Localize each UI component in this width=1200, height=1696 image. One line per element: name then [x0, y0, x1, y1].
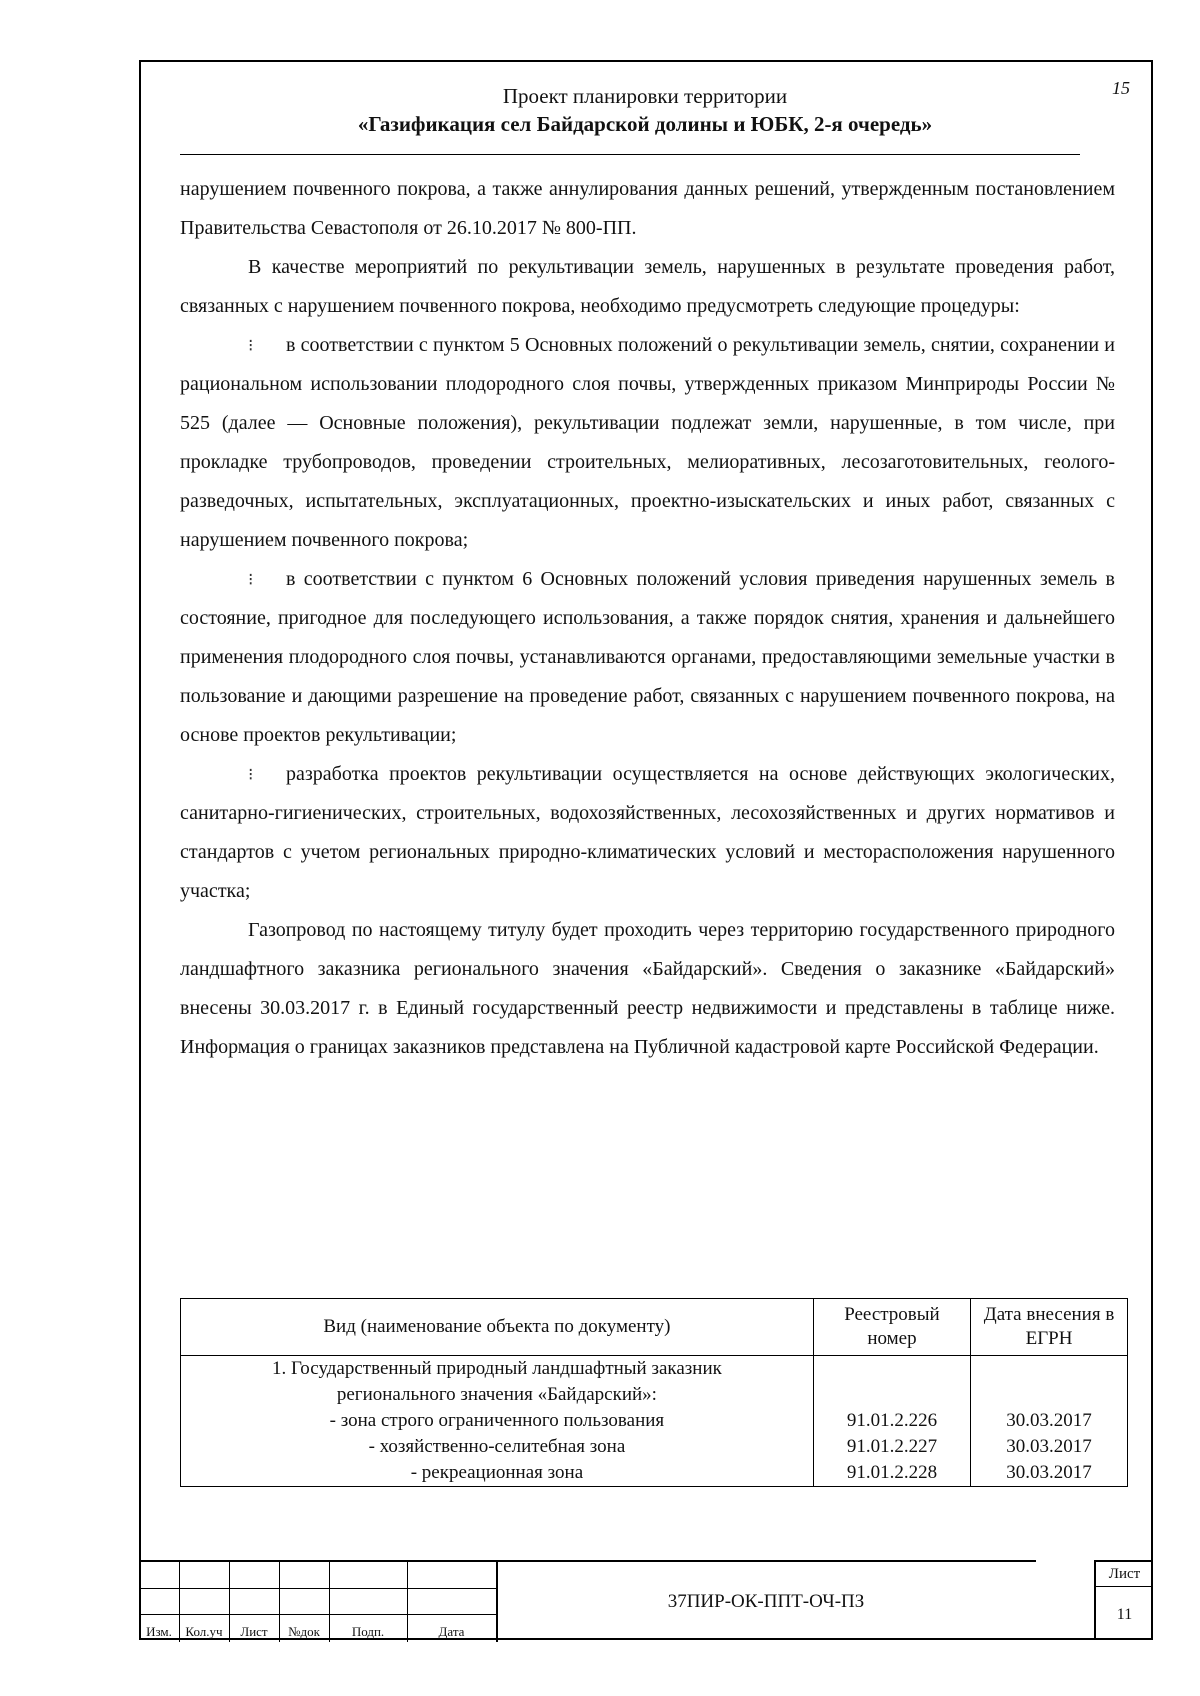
paragraph-continuation: нарушением почвенного покрова, а также аннулирования данных решений, утвержденным постановлением Правительства Севастополя от 26.10.2017 № 800-ПП.: [180, 178, 1115, 239]
header-line-1: Проект планировки территории: [502, 84, 788, 108]
paragraph-gas-pipeline: Газопровод по настоящему титулу будет проходить через территорию государственного природного ландшафтного заказника регионального значения «Байдарский». Сведения о заказнике «Байдарский» внесены 30.03.2017 г. в Единый государственный реестр недвижимости и представлены в таблице ниже. Информация о границах заказников представлена на Публичной кадастровой карте Российской Федерации.: [180, 919, 1115, 1058]
title-block: [139, 1560, 1153, 1640]
stamp-label: Дата: [438, 1624, 465, 1639]
paragraph-measures-intro: В качестве мероприятий по рекультивации земель, нарушенных в результате проведения работ, связанных с нарушением почвенного покрова, необходимо предусмотреть следующие процедуры:: [180, 256, 1115, 317]
sheet-label: Лист: [1108, 1566, 1141, 1582]
list-item-text: в соответствии с пунктом 6 Основных положений условия приведения нарушенных земель в состояние, пригодное для последующего использования, а также порядок снятия, хранения и дальнейшего применения плодородного слоя почвы, устанавливаются органами, предоставляющими земельные участки в пользование и дающими разрешение на проведение работ, связанных с нарушением почвенного покрова, на основе проектов рекультивации;: [180, 568, 1115, 746]
document-code: 37ПИР-ОК-ППТ-ОЧ-ПЗ: [496, 1560, 1036, 1642]
sheet-box: [1094, 1560, 1153, 1640]
entry-date: 30.03.2017: [1006, 1410, 1092, 1431]
stamp-label: №док: [288, 1624, 320, 1639]
header-line-2: «Газификация сел Байдарской долины и ЮБК, 2-я очередь»: [357, 112, 933, 136]
list-item: [180, 755, 1115, 911]
stamp-label: Кол.уч: [185, 1624, 223, 1639]
registry-number: 91.01.2.226: [846, 1410, 938, 1431]
list-item: [180, 560, 1115, 755]
list-item-text: в соответствии с пунктом 5 Основных положений о рекультивации земель, снятии, сохранении и рациональном использовании плодородного слоя почвы, утвержденных приказом Минприроды России № 525 (далее — Основные положения), рекультивации подлежат земли, нарушенные, в том числе, при прокладке трубопроводов, проведении строительных, мелиоративных, лесозаготовительных, геолого-разведочных, испытательных, эксплуатационных, проектно-изыскательских и иных работ, связанных с нарушением почвенного покрова;: [180, 334, 1115, 551]
list-item: [180, 326, 1115, 560]
entry-date: 30.03.2017: [1006, 1436, 1092, 1457]
object-title-line-1: 1. Государственный природный ландшафтный заказник: [271, 1358, 722, 1379]
bullet-icon: ⁝: [248, 570, 254, 589]
column-header-number: Реестровый номер: [813, 1299, 970, 1356]
registry-table: [180, 1298, 1128, 1487]
sheet-number: 11: [1116, 1606, 1133, 1623]
zone-name: - зона строго ограниченного пользования: [329, 1410, 665, 1431]
registry-number: 91.01.2.228: [846, 1462, 938, 1483]
header-divider: [180, 154, 1080, 155]
list-item-text: разработка проектов рекультивации осуществляется на основе действующих экологических, санитарно-гигиенических, строительных, водохозяйственных, лесохозяйственных и других нормативов и стандартов с учетом региональных природно-климатических условий и месторасположения нарушенного участка;: [180, 763, 1115, 902]
page-number: 15: [1112, 78, 1130, 98]
zone-name: - рекреационная зона: [410, 1462, 584, 1483]
grid-line: [139, 1614, 496, 1615]
title-block-grid: [139, 1560, 498, 1642]
stamp-label: Подп.: [351, 1624, 385, 1639]
zone-name: - хозяйственно-селитебная зона: [368, 1436, 626, 1457]
column-header-name: Вид (наименование объекта по документу): [181, 1299, 814, 1356]
stamp-label: Изм.: [146, 1624, 172, 1639]
bullet-icon: ⁝: [248, 765, 254, 784]
entry-date-cell: [971, 1356, 1128, 1487]
sheet-divider: [1096, 1586, 1153, 1587]
document-body: [180, 170, 1115, 1067]
table-header-row: [181, 1299, 1128, 1356]
object-name-cell: [181, 1356, 814, 1487]
column-header-date: Дата внесения в ЕГРН: [971, 1299, 1128, 1356]
entry-date: 30.03.2017: [1006, 1462, 1092, 1483]
object-title-line-2: регионального значения «Байдарский»:: [336, 1384, 657, 1405]
table-row: [181, 1356, 1128, 1487]
registry-number-cell: [813, 1356, 970, 1487]
stamp-label: Лист: [240, 1624, 268, 1639]
bullet-icon: ⁝: [248, 336, 254, 355]
grid-line: [139, 1588, 496, 1589]
registry-number: 91.01.2.227: [846, 1436, 938, 1457]
